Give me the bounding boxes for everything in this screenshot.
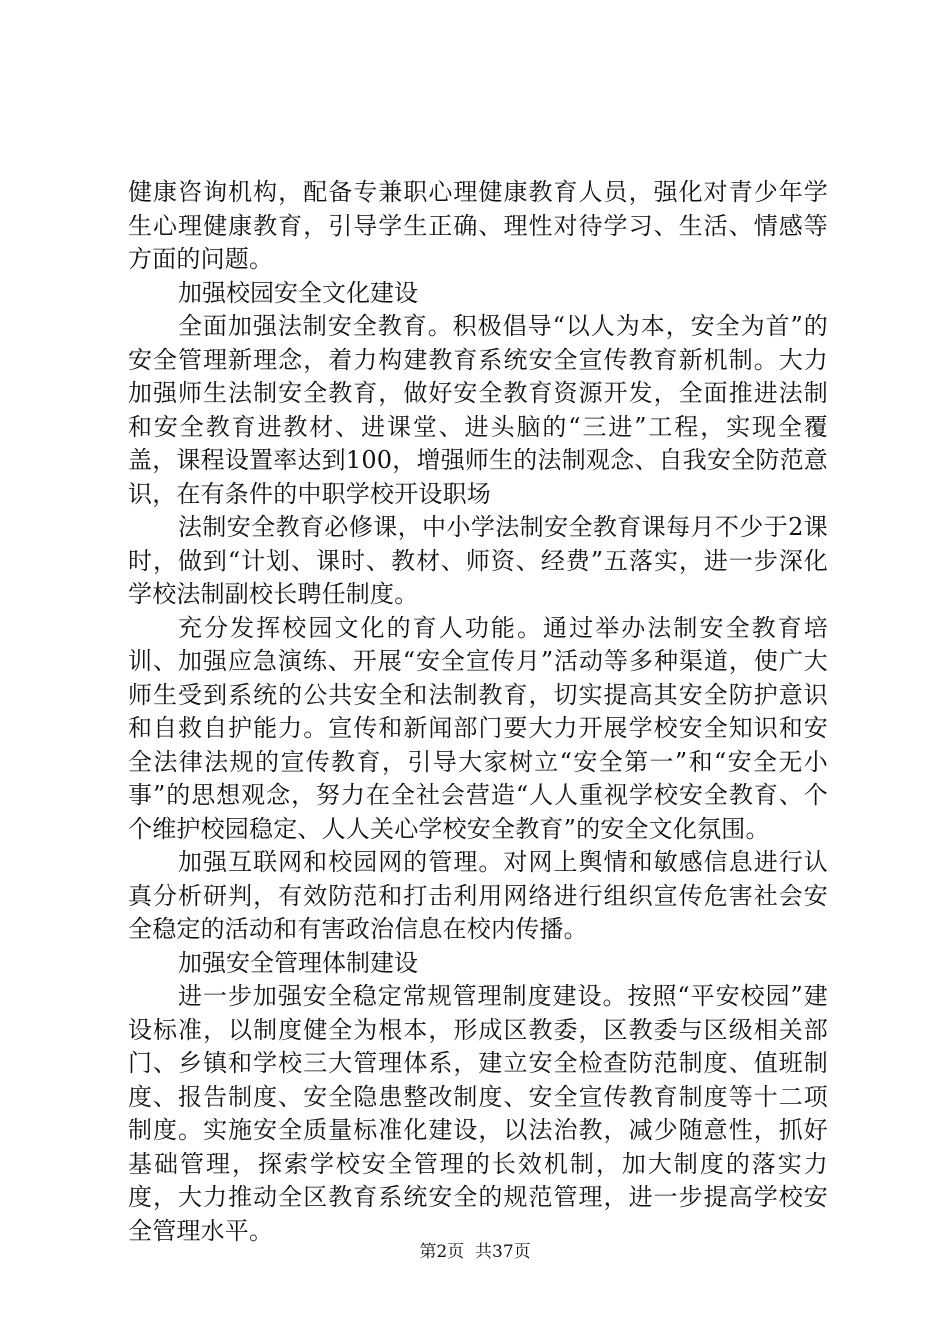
page-footer — [0, 1241, 950, 1263]
paragraph: 加强互联网和校园网的管理。对网上舆情和敏感信息进行认真分析研判，有效防范和打击利用网络进行组织宣传危害社会安全稳定的活动和有害政治信息在校内传播。 — [128, 848, 828, 943]
paragraph: 全面加强法制安全教育。积极倡导“以人为本，安全为首”的安全管理新理念，着力构建教育系统安全宣传教育新机制。大力加强师生法制安全教育，做好安全教育资源开发，全面推进法制和安全教育进教材、进课堂、进头脑的“三进”工程，实现全覆盖，课程设置率达到100，增强师生的法制观念、自我安全防范意识，在有条件的中职学校开设职场 — [128, 312, 828, 508]
footer-separator — [464, 1242, 475, 1262]
page-total: 共37页 — [475, 1242, 531, 1262]
section-heading: 加强校园安全文化建设 — [178, 278, 418, 307]
paragraph: 充分发挥校园文化的育人功能。通过举办法制安全教育培训、加强应急演练、开展“安全宣传月”活动等多种渠道，使广大师生受到系统的公共安全和法制教育，切实提高其安全防护意识和自救自护能力。宣传和新闻部门要大力开展学校安全知识和安全法律法规的宣传教育，引导大家树立“安全第一”和“安全无小事”的思想观念，努力在全社会营造“人人重视学校安全教育、个个维护校园稳定、人人关心学校安全教育”的安全文化氛围。 — [128, 613, 828, 843]
page-number: 第2页 — [419, 1242, 465, 1262]
document-body — [128, 176, 828, 1248]
paragraph: 进一步加强安全稳定常规管理制度建设。按照“平安校园”建设标准，以制度健全为根本，形成区教委，区教委与区级相关部门、乡镇和学校三大管理体系，建立安全检查防范制度、值班制度、报告制度、安全隐患整改制度、安全宣传教育制度等十二项制度。实施安全质量标准化建设，以法治教，减少随意性，抓好基础管理，探索学校安全管理的长效机制，加大制度的落实力度，大力推动全区教育系统安全的规范管理，进一步提高学校安全管理水平。 — [128, 982, 828, 1245]
paragraph: 健康咨询机构，配备专兼职心理健康教育人员，强化对青少年学生心理健康教育，引导学生正确、理性对待学习、生活、情感等方面的问题。 — [128, 178, 828, 273]
paragraph: 法制安全教育必修课，中小学法制安全教育课每月不少于2课时，做到“计划、课时、教材、师资、经费”五落实，进一步深化学校法制副校长聘任制度。 — [128, 513, 828, 608]
section-heading: 加强安全管理体制建设 — [178, 948, 418, 977]
